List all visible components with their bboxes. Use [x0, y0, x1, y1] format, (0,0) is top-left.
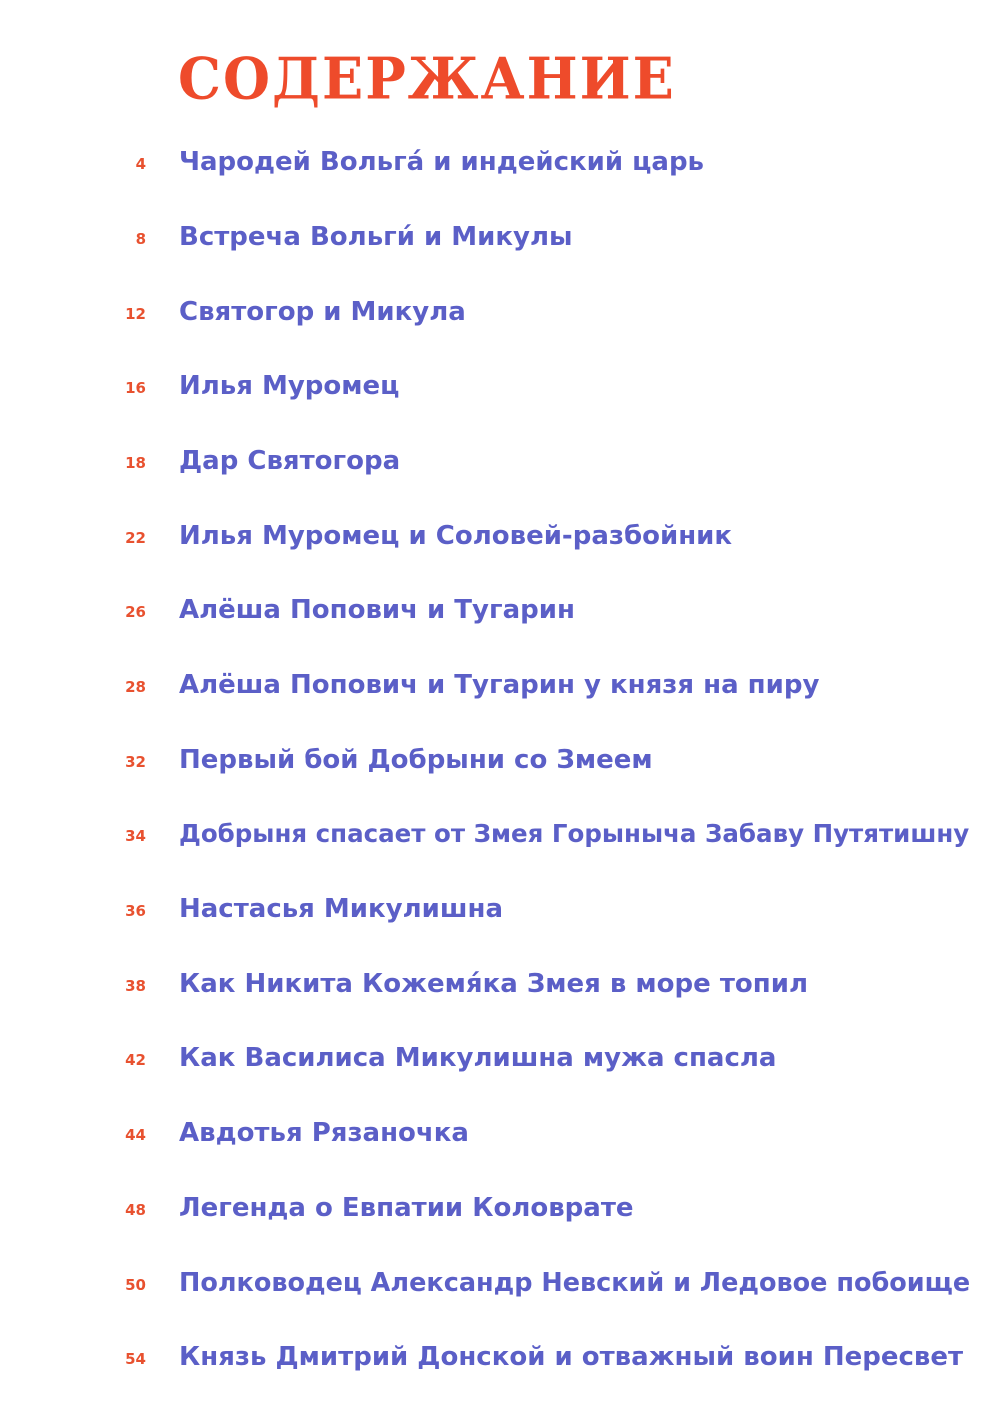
toc-entry-title[interactable]: Полководец Александр Невский и Ледовое побоище: [179, 1268, 971, 1298]
toc-entry-title[interactable]: Добрыня спасает от Змея Горыныча Забаву Путятишну: [179, 819, 970, 848]
toc-page-number: 48: [125, 1201, 146, 1219]
toc-entry-title[interactable]: Как Никита Кожемя́ка Змея в море топил: [179, 969, 808, 999]
toc-page-number: 32: [125, 753, 146, 771]
toc-entry[interactable]: [0, 1041, 1000, 1081]
toc-page-number: 28: [125, 678, 146, 696]
toc-page-number: 26: [125, 603, 146, 621]
toc-entry-title[interactable]: Первый бой Добрыни со Змеем: [179, 745, 653, 775]
toc-page-number: 42: [125, 1051, 146, 1069]
toc-page-number: 8: [135, 230, 146, 248]
toc-page-number: 54: [125, 1350, 146, 1368]
toc-entry-title[interactable]: Алёша Попович и Тугарин у князя на пиру: [179, 670, 820, 700]
toc-entry-title[interactable]: Святогор и Микула: [179, 297, 466, 327]
toc-entry[interactable]: [0, 1266, 1000, 1306]
toc-entry[interactable]: [0, 444, 1000, 484]
toc-page-number: 38: [125, 977, 146, 995]
toc-entry[interactable]: [0, 743, 1000, 783]
toc-entry-title[interactable]: Князь Дмитрий Донской и отважный воин Пересвет: [179, 1342, 964, 1372]
toc-page-number: 50: [125, 1276, 146, 1294]
toc-entry-title[interactable]: Дар Святогора: [179, 446, 401, 476]
toc-entry-title[interactable]: Алёша Попович и Тугарин: [179, 595, 575, 625]
toc-page-number: 22: [125, 529, 146, 547]
toc-entry[interactable]: [0, 668, 1000, 708]
toc-entry[interactable]: [0, 1191, 1000, 1231]
toc-entry[interactable]: [0, 1116, 1000, 1156]
toc-page-number: 4: [135, 155, 146, 173]
toc-entry[interactable]: [0, 593, 1000, 633]
toc-page-number: 44: [125, 1126, 146, 1144]
toc-entry-title[interactable]: Легенда о Евпатии Коловрате: [179, 1193, 634, 1223]
toc-title: СОДЕРЖАНИЕ: [178, 44, 676, 113]
toc-page-number: 18: [125, 454, 146, 472]
toc-entry-title[interactable]: Чародей Вольга́ и индейский царь: [179, 147, 704, 177]
toc-entry[interactable]: [0, 220, 1000, 260]
toc-entry[interactable]: [0, 369, 1000, 409]
toc-entry-title[interactable]: Илья Муромец и Соловей-разбойник: [179, 521, 733, 551]
toc-entry[interactable]: [0, 817, 1000, 857]
toc-entry[interactable]: [0, 1340, 1000, 1380]
toc-entry-title[interactable]: Как Василиса Микулишна мужа спасла: [179, 1043, 777, 1073]
toc-entry-title[interactable]: Илья Муромец: [179, 371, 400, 401]
toc-entry[interactable]: [0, 967, 1000, 1007]
toc-entry-title[interactable]: Встреча Вольги́ и Микулы: [179, 222, 573, 252]
toc-entry[interactable]: [0, 295, 1000, 335]
toc-entry-title[interactable]: Авдотья Рязаночка: [179, 1118, 469, 1148]
toc-entry[interactable]: [0, 145, 1000, 185]
toc-entry[interactable]: [0, 519, 1000, 559]
toc-entry[interactable]: [0, 892, 1000, 932]
toc-entry-title[interactable]: Настасья Микулишна: [179, 894, 503, 924]
toc-page-number: 34: [125, 827, 146, 845]
toc-page-number: 12: [125, 305, 146, 323]
toc-page-number: 16: [125, 379, 146, 397]
toc-page-number: 36: [125, 902, 146, 920]
